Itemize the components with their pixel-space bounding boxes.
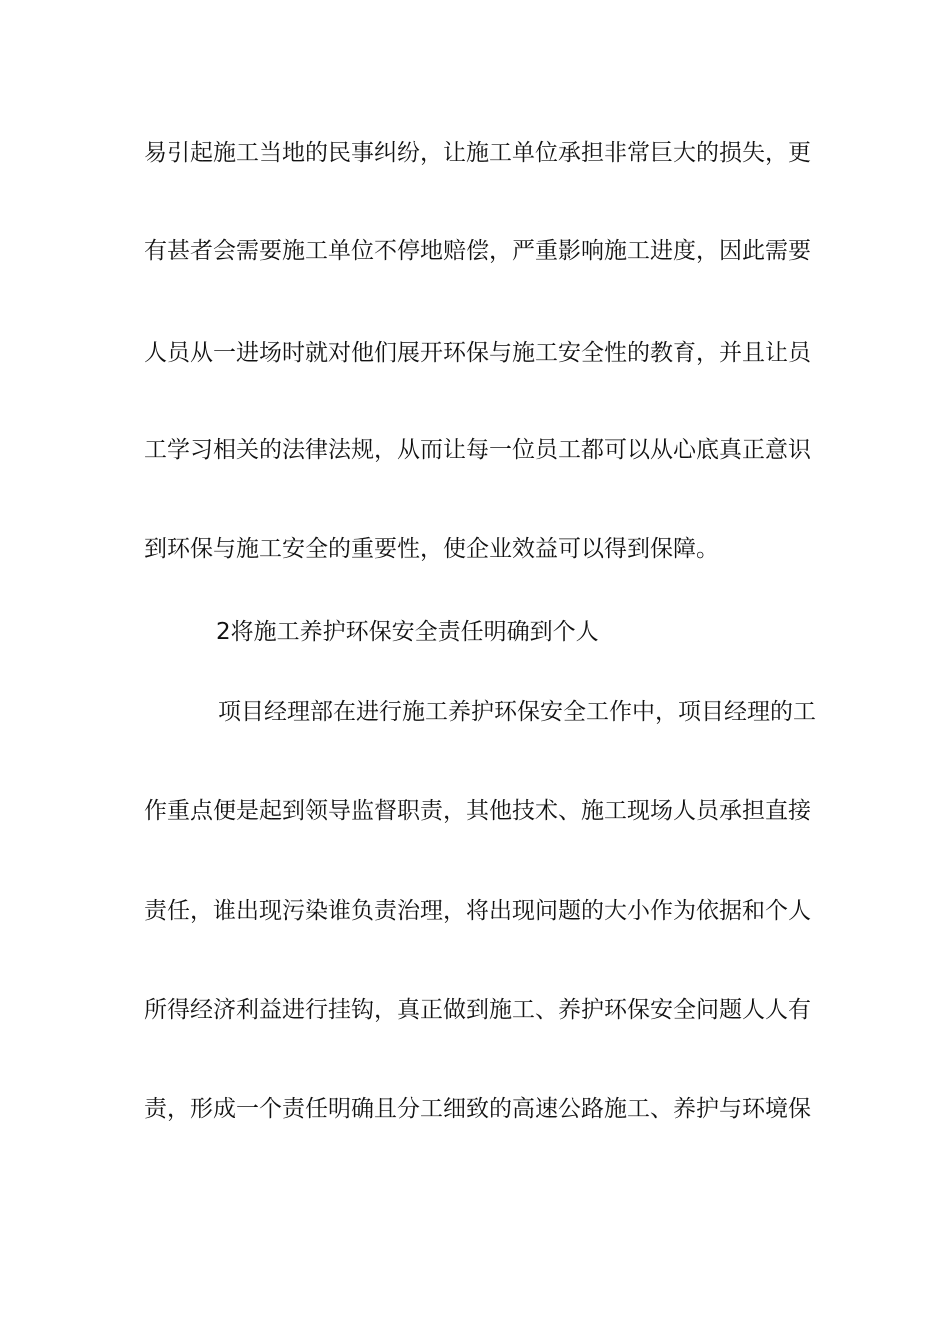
paragraph-line: 有甚者会需要施工单位不停地赔偿，严重影响施工进度，因此需要	[144, 238, 811, 264]
paragraph-line: 到环保与施工安全的重要性，使企业效益可以得到保障。	[144, 536, 719, 562]
paragraph-line: 作重点便是起到领导监督职责，其他技术、施工现场人员承担直接	[144, 798, 811, 824]
paragraph-line: 责，形成一个责任明确且分工细致的高速公路施工、养护与环境保	[144, 1096, 811, 1122]
paragraph-line: 人员从一进场时就对他们展开环保与施工安全性的教育，并且让员	[144, 340, 811, 366]
paragraph-line: 易引起施工当地的民事纠纷，让施工单位承担非常巨大的损失，更	[144, 140, 811, 166]
paragraph-line: 工学习相关的法律法规，从而让每一位员工都可以从心底真正意识	[144, 437, 811, 463]
section-heading: 2将施工养护环保安全责任明确到个人	[216, 619, 599, 645]
paragraph-line: 项目经理部在进行施工养护环保安全工作中，项目经理的工	[218, 699, 816, 725]
paragraph-line: 责任，谁出现污染谁负责治理，将出现问题的大小作为依据和个人	[144, 898, 811, 924]
paragraph-line: 所得经济利益进行挂钩，真正做到施工、养护环保安全问题人人有	[144, 997, 811, 1023]
